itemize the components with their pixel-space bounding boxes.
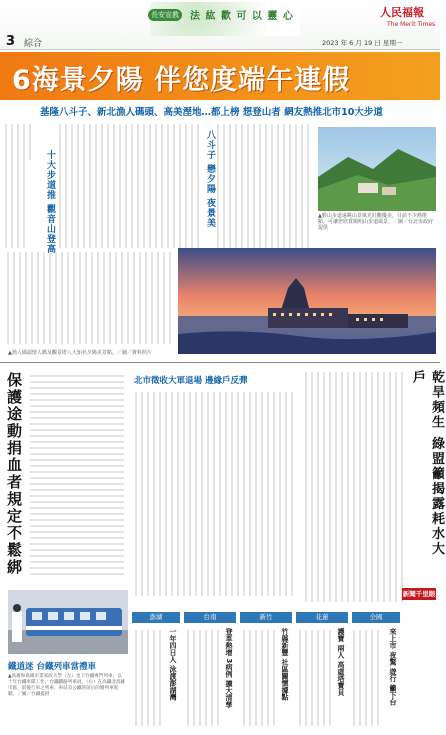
- region-label-hualien: 花蓮: [296, 612, 348, 623]
- news-brief-label: 新聞千里眼: [402, 590, 436, 598]
- main-headline: 6海景夕陽 伴您度端午連假: [12, 65, 351, 96]
- story-title-train: 鐵道迷 台鐵列車當禮車: [8, 662, 96, 672]
- region-briefs-body-text: [132, 628, 440, 728]
- region-title-penghu: 一年四日人 泳渡澎湖灣: [169, 628, 177, 701]
- article-body-text-drought: [302, 370, 406, 606]
- banner-slogan: 法 紘 歡 可 以 靈 心: [190, 11, 294, 22]
- hiking-trail-photo: [318, 127, 436, 211]
- region-label-tainan: 台南: [184, 612, 236, 623]
- section-name: 綜合: [24, 39, 43, 49]
- article-body-text-blood: [28, 372, 126, 582]
- story-title-drought: 乾旱頻生 綠盟籲揭露耗水大戶: [410, 370, 444, 557]
- region-title-tainan: 登革熱增 3病例 擴大清孳: [225, 628, 233, 708]
- story-title-blood: 保護途動捐血者規定不鬆綁: [5, 372, 23, 576]
- issue-date: 2023 年 6 月 19 日 星期一: [322, 39, 403, 47]
- newspaper-logo: 人民福報: [380, 6, 424, 19]
- region-label-penghu: 澎湖: [132, 612, 180, 623]
- newspaper-logo-en: The Merit Times: [387, 21, 436, 28]
- story-subtitle-left: 十大步道推 觀音山登高: [45, 150, 55, 255]
- sub-headline: 基隆八斗子、新北漁人碼頭、高美溼地…都上榜 想登山者 網友熱推北市10大步道: [40, 107, 383, 118]
- banner-tag: 長安宣教: [148, 9, 182, 21]
- photo-caption-trail: ▲猴山步道遠眺山景風光壯觀優美，目前不少熱推點，可讓您欣賞陽明山步道風景。／圖／台北市政府提供: [318, 213, 434, 231]
- article-body-text: [4, 120, 314, 250]
- region-label-national: 全國: [352, 612, 400, 623]
- article-body-text-military: [132, 390, 300, 600]
- train-wedding-photo: [8, 590, 128, 654]
- story-subtitle-mid: 八斗子 戀夕陽 夜景美: [205, 130, 215, 229]
- section-divider: [0, 362, 440, 363]
- story-title-military: 北市徵收大軍退場 邊緣戶反彈: [134, 376, 248, 386]
- sunset-seaside-photo: [178, 248, 436, 354]
- region-label-hsinchu: 新竹: [240, 612, 292, 623]
- region-title-hualien: 護寶 兩人 高虛塔寶貝: [337, 628, 345, 696]
- photo-caption-sunset: ▲漁人碼頭情人橋及觀景塔八大知名夕陽美景點。／圖／資料照片: [8, 350, 152, 356]
- photo-caption-train: ▲高雄和高雄市業家政大學（左）也下台鐵專門列車，以十年台鐵車隊工作，台鐵鐵路列車員。（右）在高鐵北高雄市區，前後行車之列車，車站及公鐵的前后的婚列車駕駛。／圖／台鐵提供: [8, 674, 126, 697]
- page-number: 3: [6, 34, 16, 49]
- headline-banner: [0, 52, 440, 100]
- region-title-national: 來上市 夜驚 遊行 籲下台: [389, 628, 397, 706]
- masthead: [0, 0, 440, 50]
- region-title-hsinchu: 竹縣新豐 社區關懷據點: [281, 628, 289, 701]
- article-body-text-2: [4, 250, 176, 346]
